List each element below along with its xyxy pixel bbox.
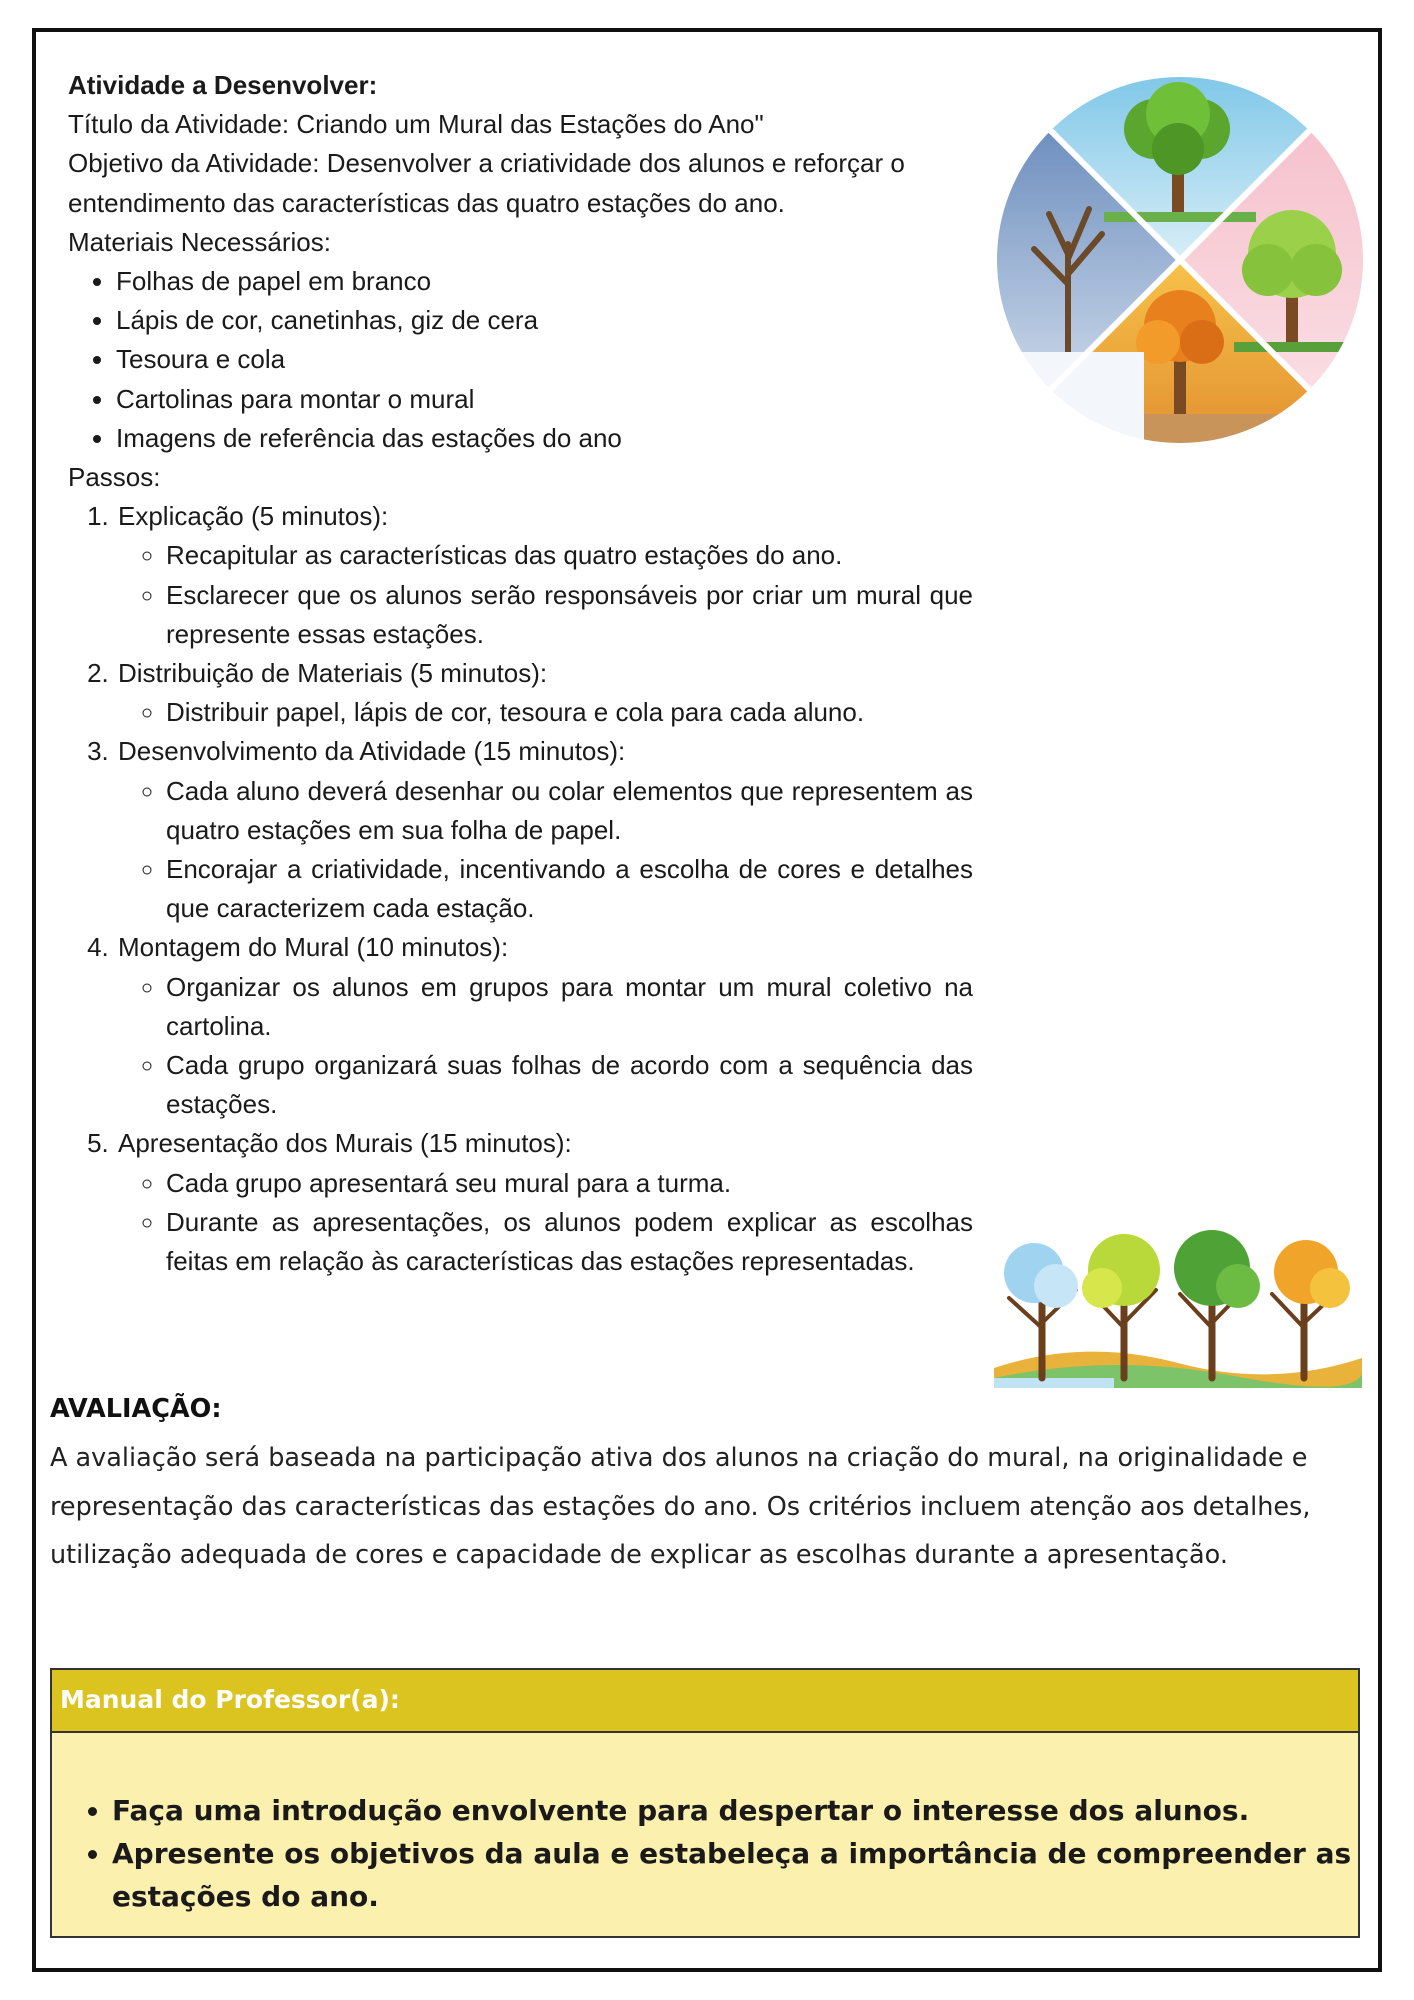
manual-header: Manual do Professor(a): xyxy=(50,1668,1360,1733)
manual-list xyxy=(52,1789,1352,1918)
list-item: • Faça uma introdução envolvente para despertar o interesse dos alunos. xyxy=(112,1789,1352,1832)
step-item xyxy=(116,732,973,928)
evaluation-section xyxy=(50,1385,1368,1580)
list-item: ◦ Durante as apresentações, os alunos podem explicar as escolhas feitas em relação às características das estações representadas. xyxy=(166,1203,973,1281)
step-title: Distribuição de Materiais (5 minutos): xyxy=(118,658,548,689)
step-sublist xyxy=(118,693,973,732)
list-item: ◦ Cada aluno deverá desenhar ou colar elementos que representem as quatro estações em sua folha de papel. xyxy=(166,772,973,850)
list-item: • Tesoura e cola xyxy=(116,340,973,379)
step-item xyxy=(116,1124,973,1281)
activity-objective: Objetivo da Atividade: Desenvolver a criatividade dos alunos e reforçar o entendimento das características das quatro estações do ano. xyxy=(68,148,905,218)
list-item: ◦ Organizar os alunos em grupos para montar um mural coletivo na cartolina. xyxy=(166,968,973,1046)
four-seasons-circle-illustration xyxy=(994,74,1366,446)
step-title: Apresentação dos Murais (15 minutos): xyxy=(118,1128,572,1159)
manual-body xyxy=(50,1733,1360,1938)
step-sublist xyxy=(118,968,973,1125)
list-item: • Apresente os objetivos da aula e estabeleça a importância de compreender as estações do ano. xyxy=(112,1832,1352,1918)
list-item: ◦ Encorajar a criatividade, incentivando a escolha de cores e detalhes que caracterizem cada estação. xyxy=(166,850,973,928)
activity-section xyxy=(68,66,973,1281)
list-item: • Lápis de cor, canetinhas, giz de cera xyxy=(116,301,973,340)
step-sublist xyxy=(118,772,973,929)
materials-label: Materiais Necessários: xyxy=(68,226,331,257)
step-title: Montagem do Mural (10 minutos): xyxy=(118,932,509,963)
list-item: ◦ Recapitular as características das quatro estações do ano. xyxy=(166,536,973,575)
step-item xyxy=(116,497,973,654)
list-item: • Cartolinas para montar o mural xyxy=(116,380,973,419)
activity-title: Título da Atividade: Criando um Mural das Estações do Ano" xyxy=(68,109,764,140)
activity-heading: Atividade a Desenvolver: xyxy=(68,70,378,100)
list-item: ◦ Distribuir papel, lápis de cor, tesoura e cola para cada aluno. xyxy=(166,693,973,732)
evaluation-text: A avaliação será baseada na participação ativa dos alunos na criação do mural, na originalidade e representação das características das estações do ano. Os critérios incluem atenção aos detalhes, utilização adequada de cores e capacidade de explicar as escolhas durante a apresentação. xyxy=(50,1442,1311,1571)
step-item xyxy=(116,654,973,732)
step-sublist xyxy=(118,536,973,654)
list-item: • Folhas de papel em branco xyxy=(116,262,973,301)
evaluation-title: AVALIAÇÃO: xyxy=(50,1394,222,1424)
step-title: Desenvolvimento da Atividade (15 minutos): xyxy=(118,736,626,767)
steps-list xyxy=(68,497,973,1281)
list-item: ◦ Esclarecer que os alunos serão responsáveis por criar um mural que represente essas estações. xyxy=(166,576,973,654)
list-item: ◦ Cada grupo organizará suas folhas de acordo com a sequência das estações. xyxy=(166,1046,973,1124)
step-item xyxy=(116,928,973,1124)
list-item: ◦ Cada grupo apresentará seu mural para a turma. xyxy=(166,1164,973,1203)
seasonal-trees-illustration xyxy=(994,1228,1362,1388)
step-sublist xyxy=(118,1164,973,1282)
step-title: Explicação (5 minutos): xyxy=(118,501,389,532)
materials-list xyxy=(68,262,973,458)
steps-label: Passos: xyxy=(68,462,161,493)
list-item: • Imagens de referência das estações do ano xyxy=(116,419,973,458)
